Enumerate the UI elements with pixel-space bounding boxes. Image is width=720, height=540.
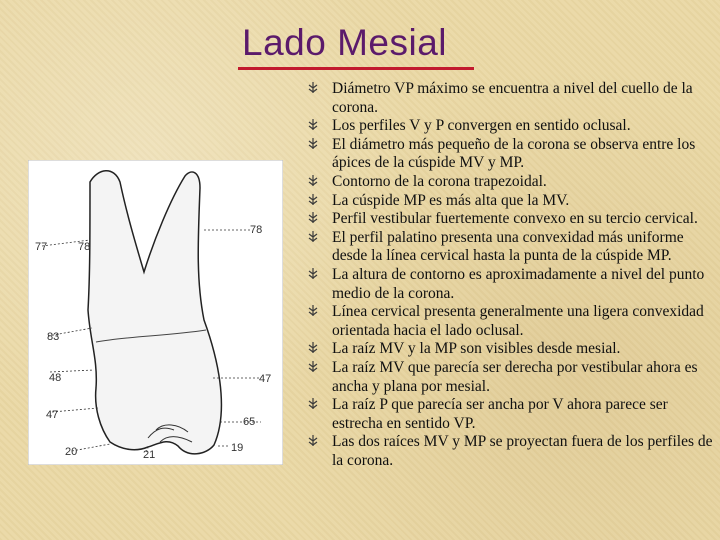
leaf-bullet-icon bbox=[308, 435, 318, 446]
figure-label: 47 bbox=[46, 409, 59, 421]
bullet-item bbox=[308, 303, 718, 340]
bullet-item bbox=[308, 117, 718, 136]
bullet-text: La cúspide MP es más alta que la MV. bbox=[332, 191, 570, 209]
leaf-bullet-icon bbox=[308, 119, 318, 130]
leaf-bullet-icon bbox=[308, 268, 318, 279]
leaf-bullet-icon bbox=[308, 342, 318, 353]
bullet-item bbox=[308, 210, 718, 229]
leaf-bullet-icon bbox=[308, 175, 318, 186]
bullet-item bbox=[308, 359, 718, 396]
bullet-item bbox=[308, 192, 718, 211]
bullet-item bbox=[308, 229, 718, 266]
figure-label: 65 bbox=[243, 416, 256, 428]
bullet-text: La raíz MV y la MP son visibles desde mesial. bbox=[332, 340, 621, 358]
figure-label: 78 bbox=[78, 241, 91, 253]
figure-label: 21 bbox=[143, 449, 156, 461]
leaf-bullet-icon bbox=[308, 361, 318, 372]
bullet-list bbox=[308, 80, 718, 470]
bullet-text: Los perfiles V y P convergen en sentido oclusal. bbox=[332, 117, 631, 135]
tooth-mesial-diagram bbox=[28, 160, 283, 465]
title-underline bbox=[238, 67, 474, 70]
tooth-svg bbox=[28, 160, 283, 465]
bullet-text: Diámetro VP máximo se encuentra a nivel del cuello de la corona. bbox=[332, 80, 693, 116]
bullet-text: Línea cervical presenta generalmente una ligera convexidad orientada hacia el lado oclusal. bbox=[332, 303, 704, 339]
bullet-text: El diámetro más pequeño de la corona se observa entre los ápices de la cúspide MV y MP. bbox=[332, 135, 696, 172]
bullet-text: Las dos raíces MV y MP se proyectan fuera de los perfiles de la corona. bbox=[332, 433, 713, 469]
leaf-bullet-icon bbox=[308, 212, 318, 223]
bullet-item bbox=[308, 340, 718, 359]
slide-title: Lado Mesial bbox=[242, 22, 448, 63]
figure-label: 77 bbox=[35, 241, 48, 253]
bullet-item bbox=[308, 433, 718, 470]
bullet-item bbox=[308, 266, 718, 303]
bullet-text: Perfil vestibular fuertemente convexo en su tercio cervical. bbox=[332, 210, 698, 228]
leaf-bullet-icon bbox=[308, 398, 318, 409]
figure-label: 48 bbox=[49, 372, 62, 384]
bullet-item bbox=[308, 80, 718, 117]
figure-label: 83 bbox=[47, 331, 60, 343]
bullet-text: La raíz P que parecía ser ancha por V ahora parece ser estrecha en sentido VP. bbox=[332, 396, 668, 432]
bullet-item bbox=[308, 136, 718, 173]
leaf-bullet-icon bbox=[308, 138, 318, 149]
leaf-bullet-icon bbox=[308, 231, 318, 242]
leaf-bullet-icon bbox=[308, 305, 318, 316]
bullet-text: Contorno de la corona trapezoidal. bbox=[332, 172, 547, 190]
bullet-item bbox=[308, 396, 718, 433]
bullet-text: La raíz MV que parecía ser derecha por vestibular ahora es ancha y plana por mesial. bbox=[332, 358, 698, 395]
leaf-bullet-icon bbox=[308, 82, 318, 93]
leaf-bullet-icon bbox=[308, 194, 318, 205]
figure-label: 19 bbox=[231, 442, 244, 454]
bullet-text: La altura de contorno es aproximadamente a nivel del punto medio de la corona. bbox=[332, 265, 705, 302]
bullet-item bbox=[308, 173, 718, 192]
figure-label: 47 bbox=[259, 373, 272, 385]
figure-label: 78 bbox=[250, 224, 263, 236]
figure-label: 20 bbox=[65, 446, 78, 458]
bullet-text: El perfil palatino presenta una convexidad más uniforme desde la línea cervical hasta la punta de la cúspide MP. bbox=[332, 228, 684, 265]
